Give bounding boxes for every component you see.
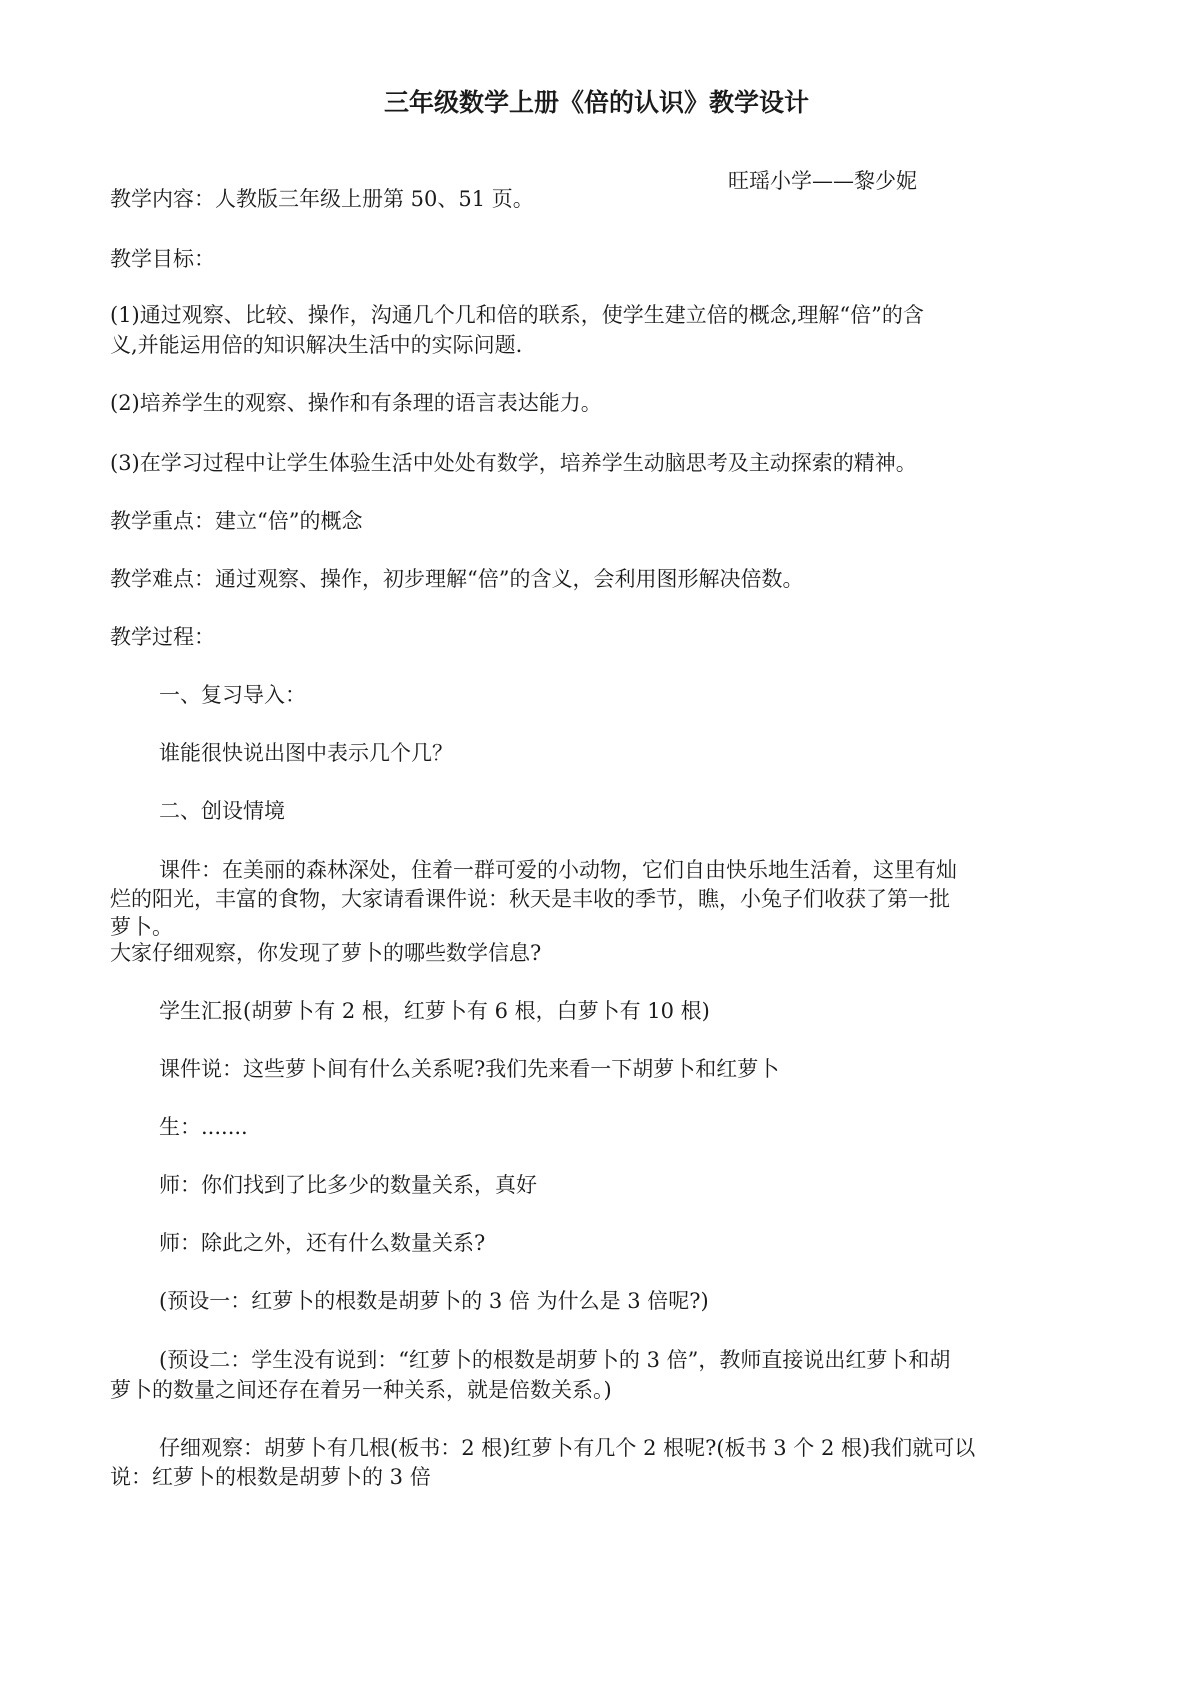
goal-3: (3)在学习过程中让学生体验生活中处处有数学，培养学生动脑思考及主动探索的精神。 xyxy=(110,451,917,475)
courseware-intro-line-3: 萝卜。 xyxy=(110,915,173,939)
student-report: 学生汇报(胡萝卜有 2 根，红萝卜有 6 根，白萝卜有 10 根) xyxy=(159,999,710,1023)
goals-heading: 教学目标： xyxy=(110,247,215,271)
teacher-remark-2: 师：除此之外，还有什么数量关系? xyxy=(159,1231,486,1255)
author-line: 旺瑶小学——黎少妮 xyxy=(728,169,917,193)
section-1-heading: 一、复习导入： xyxy=(159,683,306,707)
student-reply: 生：....... xyxy=(159,1115,248,1139)
courseware-intro-line-1: 课件：在美丽的森林深处，住着一群可爱的小动物，它们自由快乐地生活着，这里有灿 xyxy=(159,858,957,882)
teaching-content: 教学内容：人教版三年级上册第 50、51 页。 xyxy=(110,187,534,211)
document-title: 三年级数学上册《倍的认识》教学设计 xyxy=(384,88,810,117)
difficulty: 教学难点：通过观察、操作，初步理解“倍”的含义，会利用图形解决倍数。 xyxy=(110,567,804,591)
section-2-heading: 二、创设情境 xyxy=(159,799,285,823)
preset-2-line-2: 萝卜的数量之间还存在着另一种关系，就是倍数关系。) xyxy=(110,1378,612,1402)
process-heading: 教学过程： xyxy=(110,625,215,649)
goal-1-line-2: 义,并能运用倍的知识解决生活中的实际问题. xyxy=(110,333,523,357)
goal-2: (2)培养学生的观察、操作和有条理的语言表达能力。 xyxy=(110,391,602,415)
observe-question: 大家仔细观察，你发现了萝卜的哪些数学信息? xyxy=(110,941,542,965)
teacher-remark-1: 师：你们找到了比多少的数量关系，真好 xyxy=(159,1173,537,1197)
courseware-intro-line-2: 烂的阳光，丰富的食物，大家请看课件说：秋天是丰收的季节，瞧，小兔子们收获了第一批 xyxy=(110,887,950,911)
observe-2-line-2: 说：红萝卜的根数是胡萝卜的 3 倍 xyxy=(110,1465,431,1489)
observe-2-line-1: 仔细观察：胡萝卜有几根(板书：2 根)红萝卜有几个 2 根呢?(板书 3 个 2 根)我们就可以 xyxy=(159,1436,976,1460)
goal-1-line-1: (1)通过观察、比较、操作，沟通几个几和倍的联系，使学生建立倍的概念,理解“倍”的含 xyxy=(110,303,924,327)
preset-2-line-1: (预设二：学生没有说到：“红萝卜的根数是胡萝卜的 3 倍”，教师直接说出红萝卜和胡 xyxy=(159,1348,951,1372)
review-question: 谁能很快说出图中表示几个几？ xyxy=(159,741,453,765)
courseware-question: 课件说：这些萝卜间有什么关系呢?我们先来看一下胡萝卜和红萝卜 xyxy=(159,1057,780,1081)
preset-1: (预设一：红萝卜的根数是胡萝卜的 3 倍 为什么是 3 倍呢?) xyxy=(159,1289,709,1313)
key-point: 教学重点：建立“倍”的概念 xyxy=(110,509,363,533)
